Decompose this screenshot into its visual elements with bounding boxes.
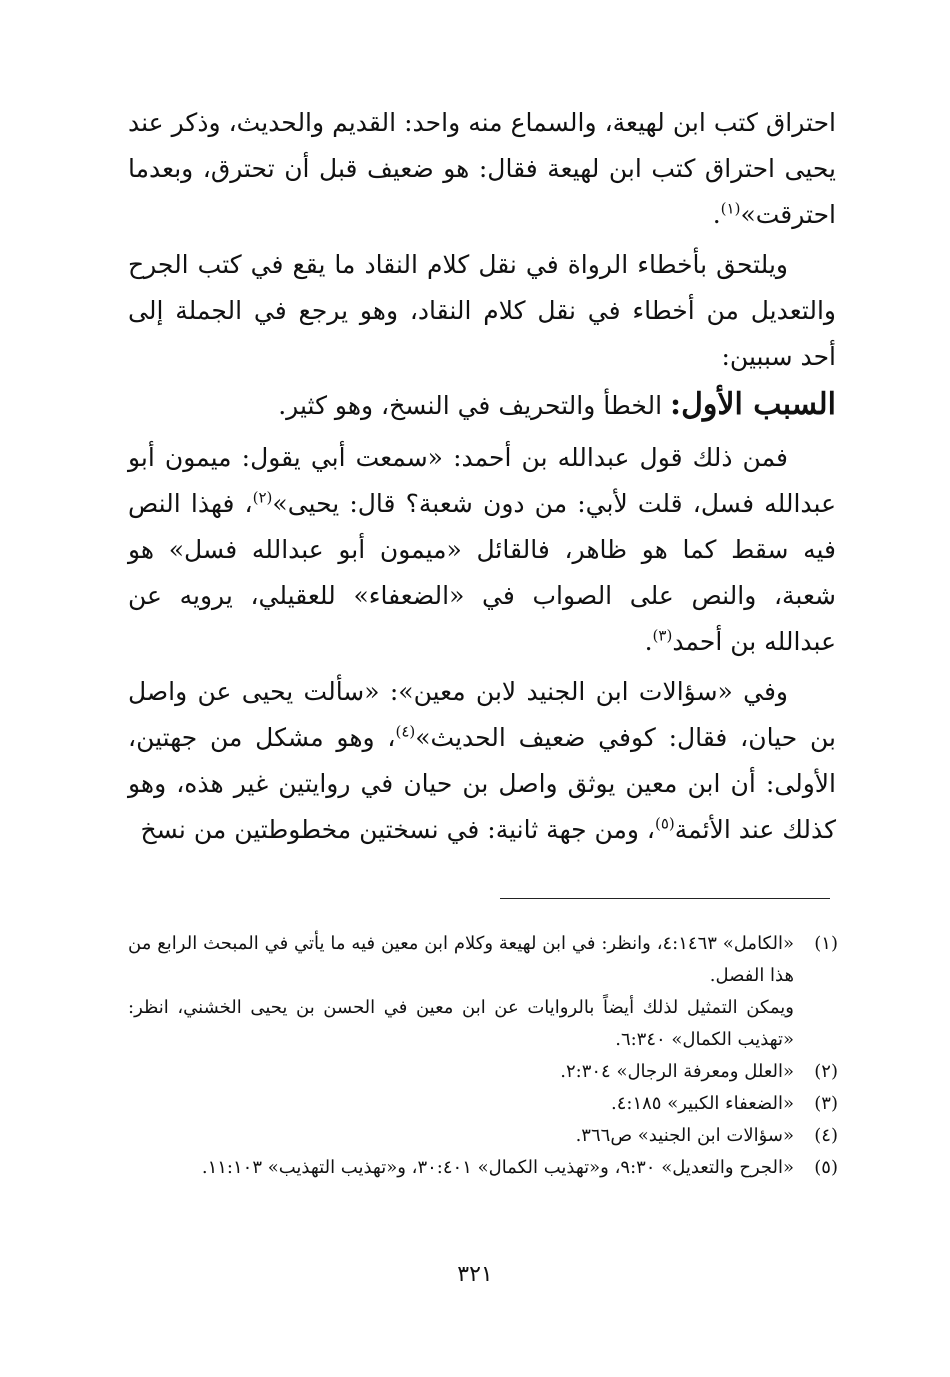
footnote-reference: (٢) xyxy=(252,488,273,507)
footnote-reference: (٣) xyxy=(652,626,673,645)
paragraph-text: ، ومن جهة ثانية: في نسختين مخطوطتين من نسخ xyxy=(140,815,655,844)
paragraph-text: الخطأ والتحريف في النسخ، وهو كثير. xyxy=(278,391,670,420)
paragraph xyxy=(128,669,836,853)
footnote-number: (٢) xyxy=(814,1061,838,1082)
section-heading xyxy=(128,382,836,429)
footnote-number: (٤) xyxy=(814,1125,838,1146)
footnote xyxy=(128,928,838,992)
footnote-continuation: ويمكن التمثيل لذلك أيضاً بالروايات عن ابن معين في الحسن بن يحيى الخشني، انظر: «تهذيب الكمال» ٦:٣٤٠. xyxy=(128,997,794,1050)
paragraph-text: فمن ذلك قول عبدالله بن أحمد: «سمعت أبي يقول: ميمون أبو عبدالله فسل، قلت لأبي: من دون شعبة؟ قال: يحيى» xyxy=(128,443,836,518)
footnote-reference: (٤) xyxy=(395,722,416,741)
footnote-text: «سؤالات ابن الجنيد» ص٣٦٦. xyxy=(575,1125,794,1146)
footnote-separator xyxy=(500,898,830,899)
paragraph xyxy=(128,242,836,380)
paragraph xyxy=(128,435,836,665)
page-number: ٣٢١ xyxy=(457,1262,493,1287)
footnote-text: «الضعفاء الكبير» ٤:١٨٥. xyxy=(610,1093,794,1114)
paragraph-text: احتراق كتب ابن لهيعة، والسماع منه واحد: القديم والحديث، وذكر عند يحيى احتراق كتب ابن لهيعة فقال: هو ضعيف قبل أن تحترق، وبعدما احترقت» xyxy=(128,108,836,229)
footnote-number: (١) xyxy=(814,933,838,954)
footnote-reference: (١) xyxy=(720,199,741,218)
footnote xyxy=(128,1056,838,1088)
paragraph-text: ، وهو مشكل من جهتين، الأولى: أن ابن معين يوثق واصل بن حيان في روايتين غير هذه، وهو كذلك عند الأئمة xyxy=(128,723,836,844)
footnote-number: (٥) xyxy=(814,1157,838,1178)
footnote xyxy=(128,1088,838,1120)
footnote xyxy=(128,1120,838,1152)
footnote-text: «الجرح والتعديل» ٩:٣٠، و«تهذيب الكمال» ٣٠:٤٠١، و«تهذيب التهذيب» ١١:١٠٣. xyxy=(201,1157,794,1178)
paragraph-text: . xyxy=(712,200,721,229)
section-heading-title: السبب الأول: xyxy=(670,387,836,422)
paragraph-text: ، فهذا النص فيه سقط كما هو ظاهر، فالقائل «ميمون أبو عبدالله فسل» هو شعبة، والنص على الصواب في «الضعفاء» للعقيلي، يرويه عن عبدالله بن أحمد xyxy=(128,489,836,656)
footnotes xyxy=(128,928,838,1184)
footnote-number: (٣) xyxy=(814,1093,838,1114)
main-text xyxy=(128,100,836,853)
paragraph-text: وفي «سؤالات ابن الجنيد لابن معين»: «سألت يحيى عن واصل بن حيان، فقال: كوفي ضعيف الحديث» xyxy=(128,677,836,752)
footnote-reference: (٥) xyxy=(655,814,675,833)
paragraph-text: ويلتحق بأخطاء الرواة في نقل كلام النقاد ما يقع في كتب الجرح والتعديل من أخطاء في نقل كلام النقاد، وهو يرجع في الجملة إلى أحد سببين: xyxy=(128,250,836,371)
footnote-text: «الكامل» ٤:١٤٦٣، وانظر: في ابن لهيعة وكلام ابن معين فيه ما يأتي في المبحث الرابع من هذا الفصل. xyxy=(128,933,794,986)
paragraph-text: . xyxy=(644,627,653,656)
footnote xyxy=(128,1152,838,1184)
footnote-text: «العلل ومعرفة الرجال» ٢:٣٠٤. xyxy=(560,1061,794,1082)
paragraph xyxy=(128,100,836,238)
